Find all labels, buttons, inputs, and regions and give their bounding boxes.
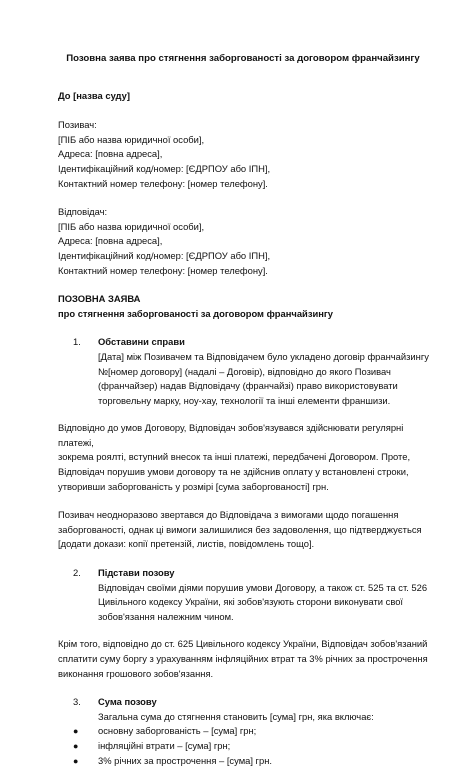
section-line: (франчайзер) надав Відповідачу (франчайзі) право використовувати <box>98 380 398 392</box>
section-title: Підстави позову <box>98 567 175 579</box>
paragraph-contract-terms <box>58 421 434 494</box>
list-item <box>73 754 434 768</box>
section-number: 3. <box>73 696 81 708</box>
paragraph-line: зокрема роялті, вступний внесок та інші платежі, передбачені Договором. Проте, <box>58 451 411 463</box>
plaintiff-line: [ПІБ або назва юридичної особи], <box>58 133 205 145</box>
list-item-text: основну заборгованість – [сума] грн; <box>98 725 257 737</box>
section-claim-amount <box>73 695 434 724</box>
plaintiff-block <box>58 118 434 191</box>
bullet-icon: ● <box>73 755 79 766</box>
section-number: 2. <box>73 567 81 579</box>
paragraph-line: Позивач неодноразово звертався до Відповідача з вимогами щодо погашення <box>58 509 399 521</box>
defendant-line: Контактний номер телефону: [номер телефону]. <box>58 264 268 276</box>
section-title: Сума позову <box>98 696 157 708</box>
section-line: торговельну марку, ноу-хау, технології та інші елементи франшизи. <box>98 394 391 406</box>
section-intro: Загальна сума до стягнення становить [сума] грн, яка включає: <box>98 710 374 722</box>
bullet-icon: ● <box>73 740 79 751</box>
section-line: Цивільного кодексу України, які зобов'язують сторони виконувати свої <box>98 596 404 608</box>
plaintiff-line: Ідентифікаційний код/номер: [ЄДРПОУ або ІПН], <box>58 162 271 174</box>
bullet-icon: ● <box>73 726 79 737</box>
paragraph-article-625 <box>58 637 434 681</box>
plaintiff-label: Позивач: <box>58 119 97 131</box>
list-item <box>73 724 434 739</box>
section-line: зобов'язання належним чином. <box>98 610 234 622</box>
paragraph-line: заборгованості, однак ці вимоги залишилися без задоволення, що підтверджується <box>58 523 422 535</box>
paragraph-line: сплатити суму боргу з урахуванням інфляційних втрат та 3% річних за прострочення <box>58 653 428 664</box>
defendant-line: Ідентифікаційний код/номер: [ЄДРПОУ або ІПН], <box>58 249 271 261</box>
paragraph-line: виконання грошового зобов'язання. <box>58 667 214 679</box>
plaintiff-line: Адреса: [повна адреса], <box>58 148 163 160</box>
paragraph-line: Відповідно до умов Договору, Відповідач зобов'язувався здійснювати регулярні платежі, <box>58 422 404 448</box>
paragraph-line: Крім того, відповідно до ст. 625 Цивільного кодексу України, Відповідач зобов'язаний <box>58 638 428 650</box>
defendant-label: Відповідач: <box>58 206 108 218</box>
claim-heading: ПОЗОВНА ЗАЯВА <box>58 293 141 305</box>
section-line: Відповідач своїми діями порушив умови Договору, а також ст. 525 та ст. 526 <box>98 581 428 593</box>
defendant-line: Адреса: [повна адреса], <box>58 235 163 247</box>
claim-amount-list <box>73 724 434 768</box>
defendant-line: [ПІБ або назва юридичної особи], <box>58 220 205 232</box>
plaintiff-line: Контактний номер телефону: [номер телефону]. <box>58 177 268 189</box>
list-item <box>73 739 434 754</box>
paragraph-line: Відповідач порушив умови договору та не здійснив оплату у встановлені строки, <box>58 466 409 478</box>
list-item-text: інфляційні втрати – [сума] грн; <box>98 739 231 751</box>
defendant-block <box>58 205 434 278</box>
section-line: №[номер договору] (надалі – Договір), відповідно до якого Позивач <box>98 365 391 377</box>
document-title: Позовна заява про стягнення заборгованості за договором франчайзингу <box>66 53 420 64</box>
court-name: До [назва суду] <box>58 89 130 101</box>
claim-subheading: про стягнення заборгованості за договором франчайзингу <box>58 307 334 319</box>
paragraph-line: [додати докази: копії претензій, листів, повідомлень тощо]. <box>58 538 315 550</box>
paragraph-demands <box>58 508 434 552</box>
paragraph-line: утворивши заборгованість у розмірі [сума заборгованості] грн. <box>58 480 329 492</box>
section-title: Обставини справи <box>98 336 185 348</box>
section-circumstances <box>73 335 434 408</box>
section-grounds <box>73 566 434 624</box>
list-item-text: 3% річних за прострочення – [сума] грн. <box>98 754 272 766</box>
section-number: 1. <box>73 336 81 348</box>
section-line: [Дата] між Позивачем та Відповідачем було укладено договір франчайзингу <box>98 350 429 362</box>
